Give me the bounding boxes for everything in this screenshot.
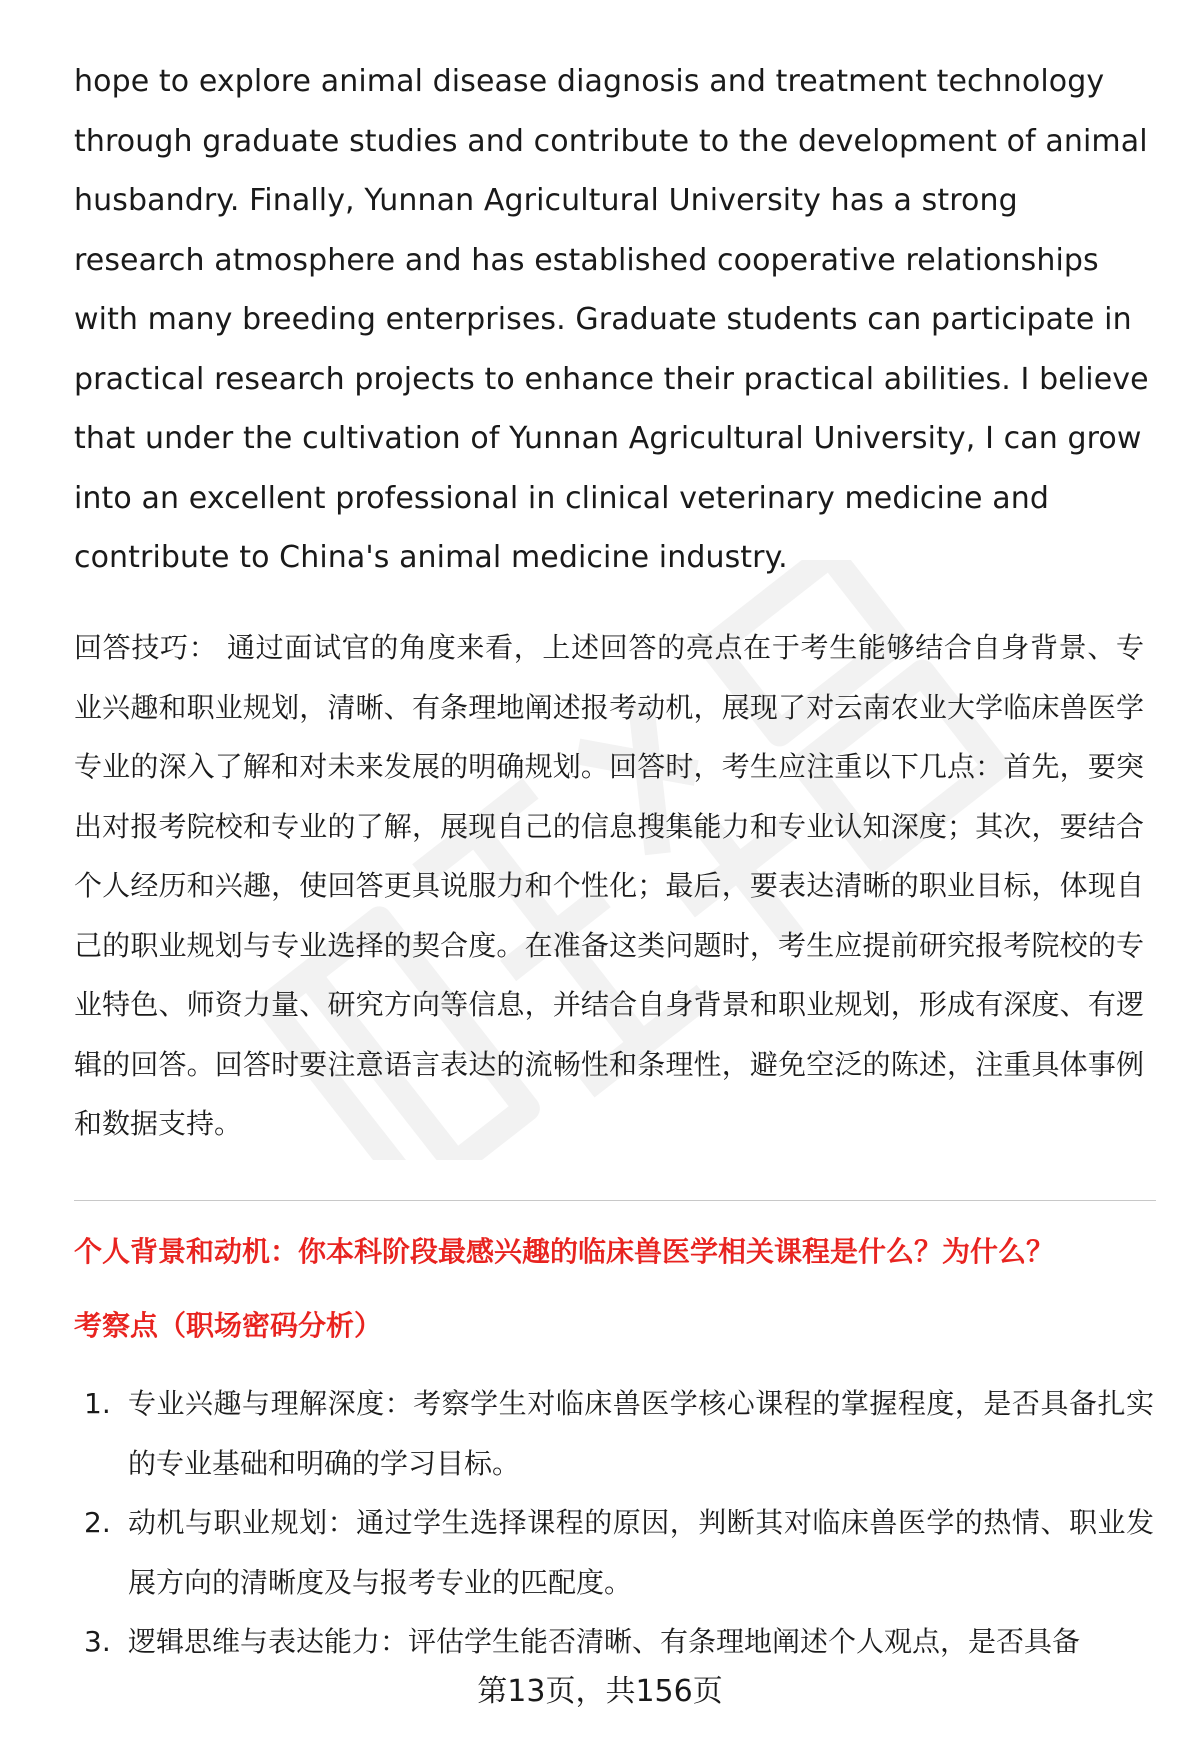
section-divider <box>74 1200 1156 1201</box>
list-item-text: 专业兴趣与理解深度：考察学生对临床兽医学核心课程的掌握程度，是否具备扎实的专业基础和明确的学习目标。 <box>128 1387 1154 1480</box>
list-item-number: 1. <box>84 1387 111 1420</box>
list-item <box>74 1374 1154 1493</box>
list-item-text: 动机与职业规划：通过学生选择课程的原因，判断其对临床兽医学的热情、职业发展方向的清晰度及与报考专业的匹配度。 <box>128 1506 1154 1599</box>
page-number-footer: 第13页，共156页 <box>477 1674 723 1709</box>
interview-question: 个人背景和动机：你本科阶段最感兴趣的临床兽医学相关课程是什么？为什么？ <box>74 1235 1055 1268</box>
list-item <box>74 1493 1154 1612</box>
answer-english-paragraph: hope to explore animal disease diagnosis and treatment technology through graduate studies and contribute to the development of animal husbandry. Finally, Yunnan Agricultural University has a strong research atmosphere and has established cooperative relationships with many breeding enterprises. Graduate students can participate in practical research projects to enhance their practical abilities. I believe that under the cultivation of Yunnan Agricultural University, I can grow into an excellent professional in clinical veterinary medicine and contribute to China's animal medicine industry. <box>74 64 1149 575</box>
section-title: 考察点（职场密码分析） <box>74 1309 383 1342</box>
answer-section <box>74 52 1154 588</box>
list-item <box>74 1612 1154 1672</box>
list-item-number: 3. <box>84 1625 111 1658</box>
assessment-points-list <box>74 1374 1154 1672</box>
list-item-text: 逻辑思维与表达能力：评估学生能否清晰、有条理地阐述个人观点，是否具备 <box>128 1625 1081 1658</box>
answer-tip-paragraph: 回答技巧： 通过面试官的角度来看，上述回答的亮点在于考生能够结合自身背景、专业兴趣和职业规划，清晰、有条理地阐述报考动机，展现了对云南农业大学临床兽医学专业的深入了解和对未来发展的明确规划。回答时，考生应注重以下几点：首先，要突出对报考院校和专业的了解，展现自己的信息搜集能力和专业认知深度；其次，要结合个人经历和兴趣，使回答更具说服力和个性化；最后，要表达清晰的职业目标，体现自己的职业规划与专业选择的契合度。在准备这类问题时，考生应提前研究报考院校的专业特色、师资力量、研究方向等信息，并结合自身背景和职业规划，形成有深度、有逻辑的回答。回答时要注意语言表达的流畅性和条理性，避免空泛的陈述，注重具体事例和数据支持。 <box>74 631 1144 1140</box>
list-item-number: 2. <box>84 1506 111 1539</box>
